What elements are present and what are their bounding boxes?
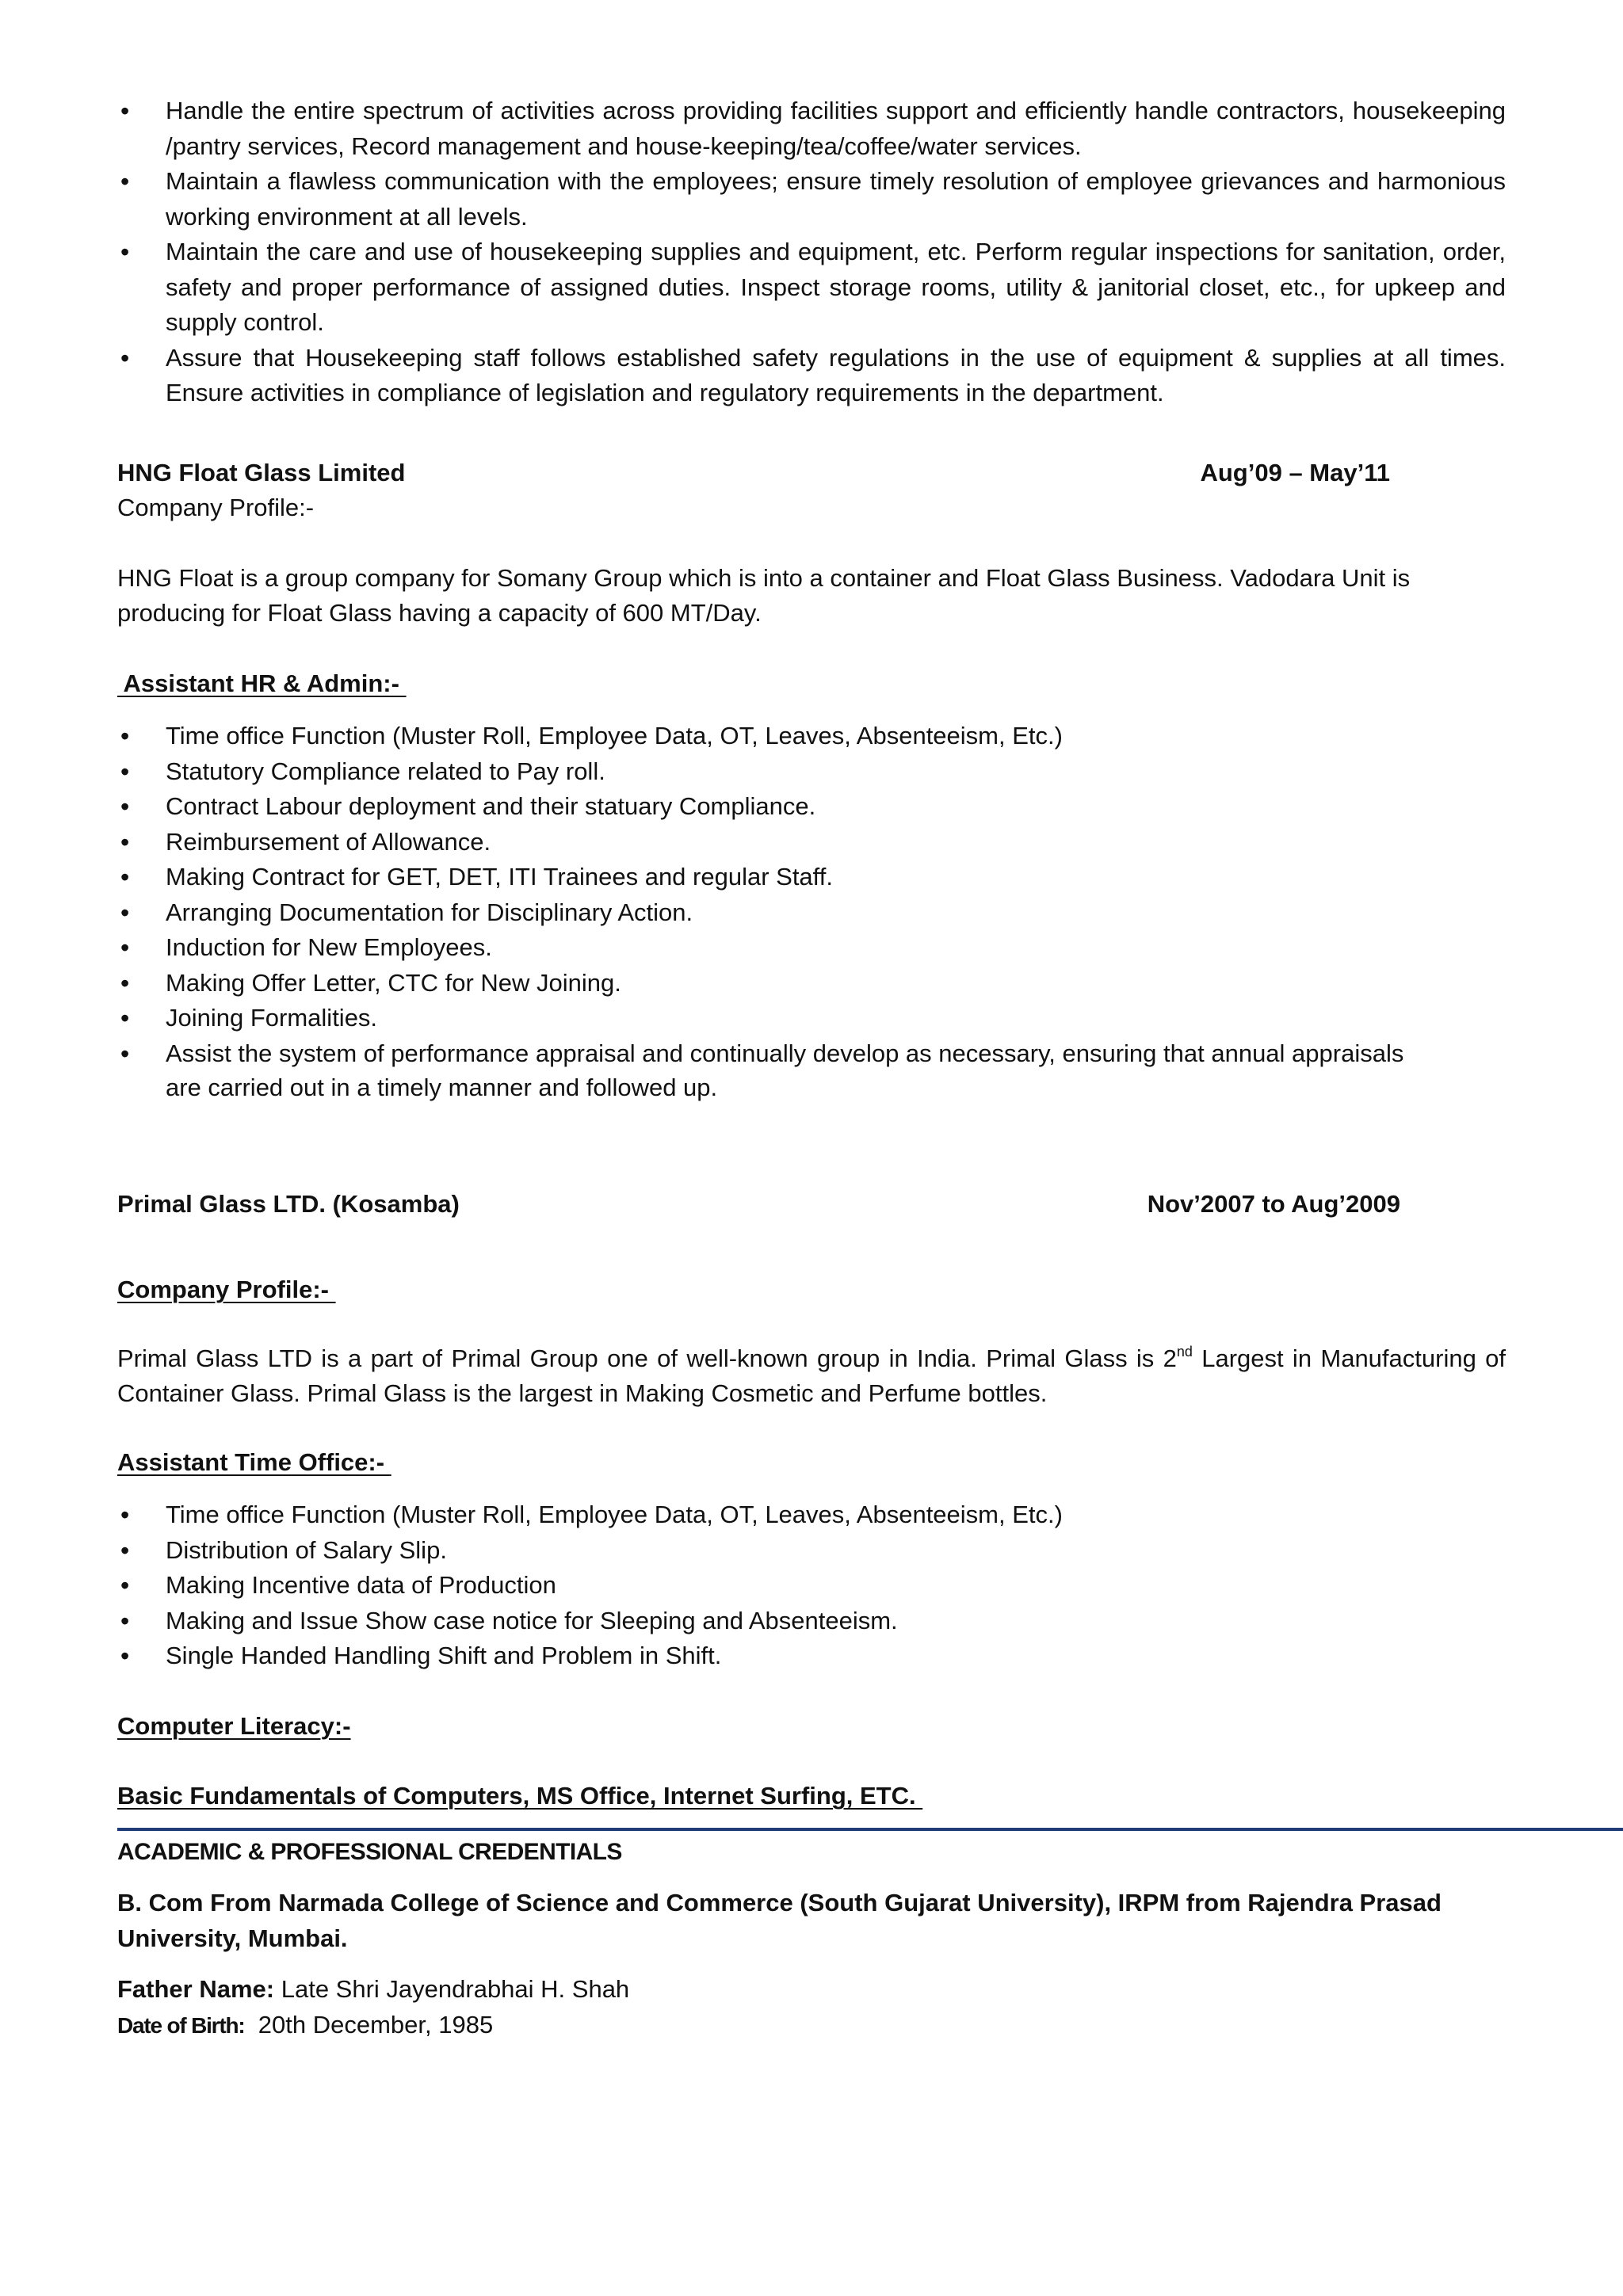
list-item: • Making and Issue Show case notice for Sleeping and Absenteeism. [117,1604,1506,1639]
list-item: • Single Handed Handling Shift and Problem in Shift. [117,1638,1506,1674]
list-item: • Contract Labour deployment and their statuary Compliance. [117,789,1506,825]
hng-duties-list [117,719,1506,1104]
hng-profile-text: HNG Float is a group company for Somany Group which is into a container and Float Glass Business. Vadodara Unit is producing for Float Glass having a capacity of 600 MT/Day. [117,563,1411,627]
list-item: • Assure that Housekeeping staff follows established safety regulations in the use of equipment & supplies at all times. Ensure activities in compliance of legislation and regulatory requirements in the department. [117,341,1506,411]
primal-header [117,1187,1506,1222]
primal-duties-list [117,1497,1506,1674]
hng-dates: Aug’09 – May’11 [1200,458,1390,486]
list-item: • Making Contract for GET, DET, ITI Trainees and regular Staff. [117,860,1506,895]
hng-profile-label: Company Profile:- [117,494,315,521]
date-of-birth-label: Date of Birth: [117,2012,245,2038]
list-item: • Distribution of Salary Slip. [117,1533,1506,1569]
list-item: • Reimbursement of Allowance. [117,825,1506,860]
date-of-birth-value: 20th December, 1985 [244,2010,494,2039]
primal-profile-text-part: Primal Glass LTD is a part of Primal Group one of well-known group in India. Primal Glass is 2 [117,1344,1177,1372]
father-name-value: Late Shri Jayendrabhai H. Shah [274,1975,630,2003]
hng-company-name: HNG Float Glass Limited [117,458,406,486]
intro-bullet-list [117,93,1506,411]
superscript: nd [1176,1343,1193,1360]
list-item: • Time office Function (Muster Roll, Employee Data, OT, Leaves, Absenteeism, Etc.) [117,1497,1506,1533]
list-item: • Making Incentive data of Production [117,1568,1506,1604]
list-item: • Time office Function (Muster Roll, Employee Data, OT, Leaves, Absenteeism, Etc.) [117,719,1506,754]
primal-profile-label: Company Profile:- [117,1276,336,1303]
primal-dates: Nov’2007 to Aug’2009 [1147,1189,1400,1218]
resume-content [117,93,1506,2043]
list-item: • Maintain a flawless communication with the employees; ensure timely resolution of employee grievances and harmonious working environment at all levels. [117,164,1506,235]
date-of-birth-line [117,2008,1506,2044]
academic-heading: ACADEMIC & PROFESSIONAL CREDENTIALS [117,1838,622,1865]
list-item: • Induction for New Employees. [117,930,1506,966]
list-item: • Statutory Compliance related to Pay roll. [117,754,1506,790]
father-name-label: Father Name: [117,1975,275,2003]
hng-header [117,456,1506,491]
list-item: • Making Offer Letter, CTC for New Joining. [117,966,1506,1001]
primal-company-name: Primal Glass LTD. (Kosamba) [117,1189,460,1218]
list-item: • Assist the system of performance appraisal and continually develop as necessary, ensuring that annual appraisals are carried out in a timely manner and followed up. [117,1036,1506,1104]
primal-role-heading: Assistant Time Office:- [117,1447,391,1476]
academic-text: B. Com From Narmada College of Science and Commerce (South Gujarat University), IRPM from Rajendra Prasad University, Mumbai. [117,1889,1442,1952]
section-divider [117,1828,1623,1831]
primal-profile-text-part: Largest in Manufacturing of Container Glass. Primal Glass is the largest in Making Cosmetic and Perfume bottles. [117,1344,1506,1407]
computer-literacy-text: Basic Fundamentals of Computers, MS Office, Internet Surfing, ETC. [117,1782,923,1810]
hng-role-heading: Assistant HR & Admin:- [117,669,407,697]
list-item: • Arranging Documentation for Disciplinary Action. [117,895,1506,931]
computer-literacy-heading: Computer Literacy:- [117,1711,351,1740]
list-item: • Maintain the care and use of housekeeping supplies and equipment, etc. Perform regular inspections for sanitation, order, safety and proper performance of assigned duties. Inspect storage rooms, utility & janitorial closet, etc., for upkeep and supply control. [117,235,1506,341]
father-name-line [117,1972,1506,2008]
list-item: • Handle the entire spectrum of activities across providing facilities support and efficiently handle contractors, housekeeping /pantry services, Record management and house-keeping/tea/coffee/water services. [117,93,1506,164]
list-item: • Joining Formalities. [117,1001,1506,1036]
primal-profile-text [117,1341,1506,1412]
